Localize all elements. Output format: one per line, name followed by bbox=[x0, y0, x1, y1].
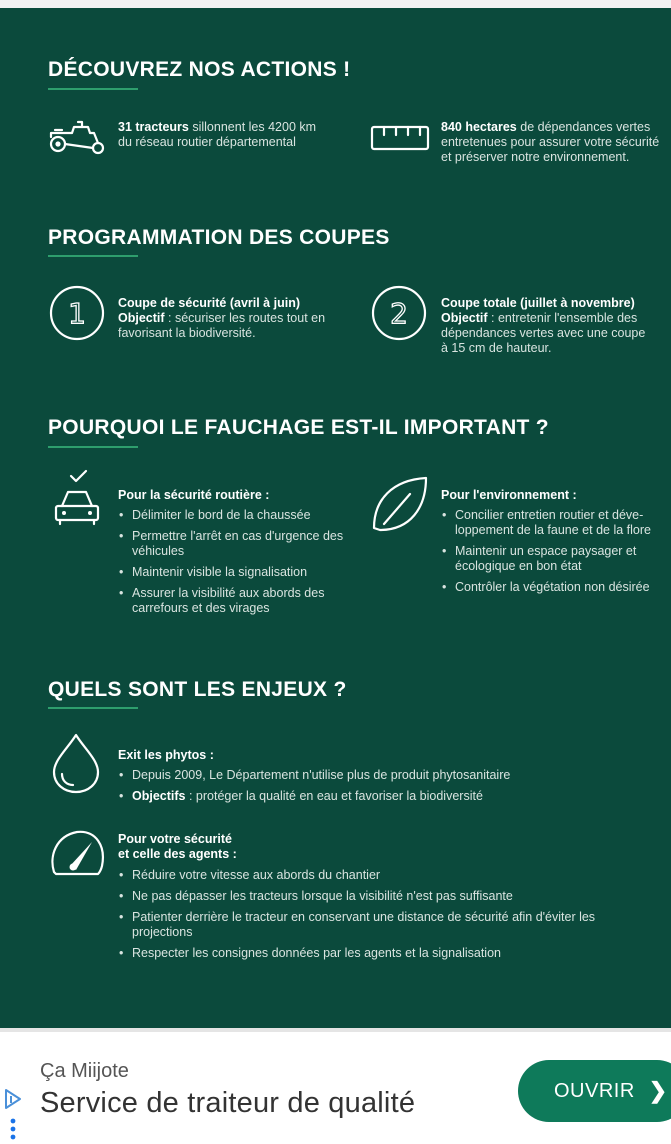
ad-headline[interactable]: Service de traiteur de qualité bbox=[40, 1087, 416, 1119]
title-underline bbox=[48, 255, 138, 257]
actions-item2: 840 hectares de dépendances vertes entretenues pour assurer votre sécurité et préserver notre environnement. bbox=[441, 120, 660, 164]
list-item: • Permettre l'arrêt en cas d'urgence des véhicules bbox=[118, 529, 358, 559]
open-button-label: OUVRIR bbox=[554, 1079, 635, 1102]
water-drop-icon bbox=[50, 732, 102, 794]
list-item: • Depuis 2009, Le Département n'utilise plus de produit phytosanitaire bbox=[118, 768, 658, 783]
title-underline bbox=[48, 446, 138, 448]
list-item: • Délimiter le bord de la chaussée bbox=[118, 508, 358, 523]
section-title-enjeux: QUELS SONT LES ENJEUX ? bbox=[48, 678, 347, 701]
speedometer-icon bbox=[48, 826, 106, 878]
section-title-pourquoi: POURQUOI LE FAUCHAGE EST-IL IMPORTANT ? bbox=[48, 416, 549, 439]
securite-agents: Pour votre sécurité et celle des agents : • Réduire votre vitesse aux abords du chantier • Ne pas dépasser les tracteurs lorsque la visibilité n'est pas suffisante • Patienter derrière le tracteur en conservant une distance de sécurité afin d'éviter les projections • Respecter les consignes données par les agents et la signalisation bbox=[118, 832, 658, 961]
leaf-icon bbox=[370, 474, 430, 536]
list-item: • Réduire votre vitesse aux abords du chantier bbox=[118, 868, 658, 883]
open-button[interactable] bbox=[518, 1060, 671, 1122]
list-item: • Maintenir visible la signalisation bbox=[118, 565, 358, 580]
actions-item1: 31 tracteurs sillonnent les 4200 km du réseau routier départemental bbox=[118, 120, 317, 149]
title-underline bbox=[48, 707, 138, 709]
list-item: • Respecter les consignes données par les agents et la signalisation bbox=[118, 946, 658, 961]
list-item: • Maintenir un espace paysager et écologique en bon état bbox=[441, 544, 671, 574]
svg-text:1: 1 bbox=[68, 297, 86, 330]
section-title-programmation: PROGRAMMATION DES COUPES bbox=[48, 226, 390, 249]
list-item: • Concilier entretien routier et déve-loppement de la faune et de la flore bbox=[441, 508, 671, 538]
title-underline bbox=[48, 88, 138, 90]
ad-brand[interactable]: Ça Miijote bbox=[40, 1060, 129, 1082]
infographic bbox=[0, 8, 671, 1028]
list-item: • Assurer la visibilité aux abords des carrefours et des virages bbox=[118, 586, 358, 616]
ruler-icon bbox=[370, 124, 430, 152]
coupe-totale: Coupe totale (juillet à novembre) Objectif : entretenir l'ensemble des dépendances vertes avec une coupe à 15 cm de hauteur. bbox=[441, 296, 646, 355]
ad-banner[interactable] bbox=[0, 1028, 671, 1144]
list-item: • Ne pas dépasser les tracteurs lorsque la visibilité n'est pas suffisante bbox=[118, 889, 658, 904]
more-options-icon[interactable] bbox=[10, 1118, 16, 1140]
coupe-securite: Coupe de sécurité (avril à juin) Objectif : sécuriser les routes tout en favorisant la biodiversité. bbox=[118, 296, 326, 340]
svg-text:2: 2 bbox=[390, 297, 408, 330]
number-two-icon bbox=[370, 284, 428, 342]
tractor-icon bbox=[48, 118, 108, 158]
securite-routiere: Pour la sécurité routière : • Délimiter le bord de la chaussée • Permettre l'arrêt en cas d'urgence des véhicules • Maintenir visible la signalisation • Assurer la visibilité aux abords des carrefours et des virages bbox=[118, 488, 358, 616]
exit-phytos: Exit les phytos : • Depuis 2009, Le Département n'utilise plus de produit phytosanitaire • Objectifs : protéger la qualité en eau et favoriser la biodiversité bbox=[118, 748, 658, 804]
number-one-icon bbox=[48, 284, 106, 342]
list-item: • Objectifs : protéger la qualité en eau et favoriser la biodiversité bbox=[118, 789, 658, 804]
car-check-icon bbox=[52, 468, 102, 528]
list-item: • Contrôler la végétation non désirée bbox=[441, 580, 671, 595]
chevron-right-icon: ❯ bbox=[648, 1078, 668, 1103]
top-edge bbox=[0, 0, 671, 8]
section-title-actions: DÉCOUVREZ NOS ACTIONS ! bbox=[48, 58, 351, 81]
ad-choices-icon[interactable] bbox=[4, 1088, 22, 1110]
environnement: Pour l'environnement : • Concilier entretien routier et déve-loppement de la faune et de la flore • Maintenir un espace paysager et écologique en bon état • Contrôler la végétation non désirée bbox=[441, 488, 671, 595]
list-item: • Patienter derrière le tracteur en conservant une distance de sécurité afin d'éviter les projections bbox=[118, 910, 638, 940]
